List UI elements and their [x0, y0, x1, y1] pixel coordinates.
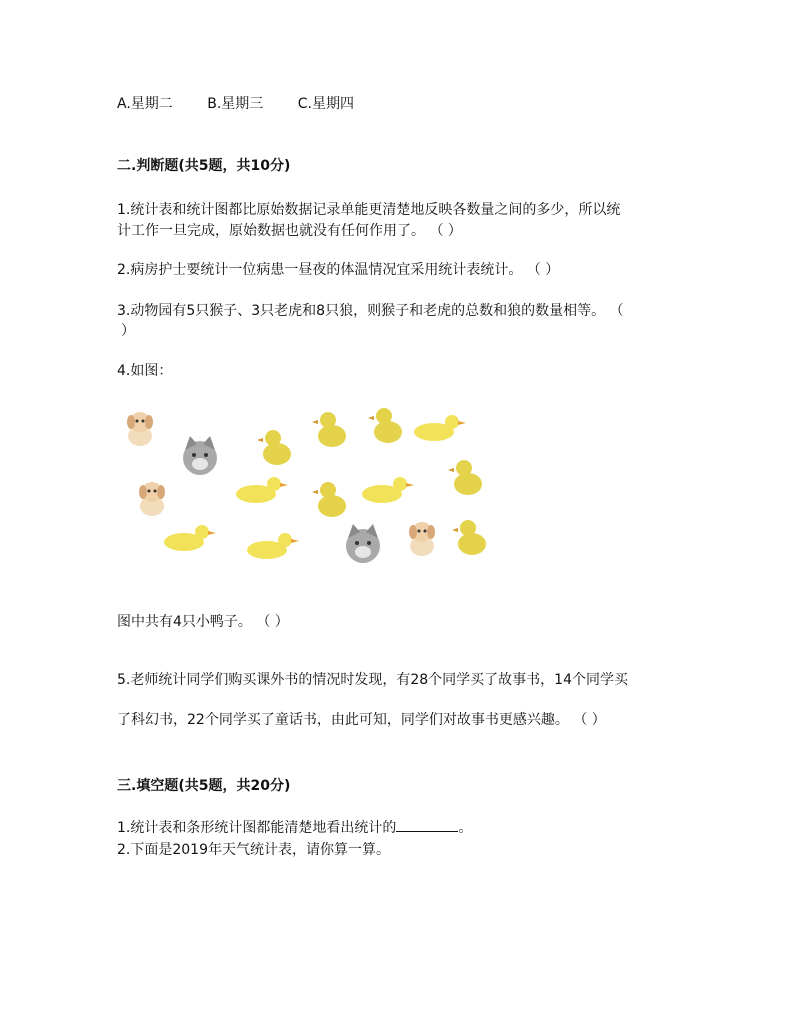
option-a: A.星期二 — [117, 96, 173, 112]
q1-line1: 1.统计表和统计图都比原始数据记录单能更清楚地反映各数量之间的多少，所以统 — [117, 202, 621, 218]
q4-statement: 图中共有4只小鸭子。 （ ） — [117, 614, 289, 630]
chick-1 — [257, 430, 291, 465]
duckling-4 — [164, 525, 216, 551]
kitten-1 — [183, 436, 217, 475]
duckling-5 — [247, 533, 299, 559]
fill-q1 — [117, 817, 472, 838]
q5-line1: 5.老师统计同学们购买课外书的情况时发现，有28个同学买了故事书，14个同学买 — [117, 672, 628, 688]
q1-line2: 计工作一旦完成，原始数据也就没有任何作用了。 （ ） — [117, 223, 462, 239]
kitten-2 — [346, 524, 380, 563]
answer-blank[interactable] — [396, 817, 458, 832]
section-heading-fill: 三.填空题(共5题，共20分) — [117, 778, 291, 794]
chick-4 — [312, 482, 346, 517]
chick-6 — [452, 520, 486, 555]
duckling-2 — [236, 477, 288, 503]
puppy-2 — [139, 482, 165, 516]
animals-figure — [110, 398, 510, 578]
option-b: B.星期三 — [207, 96, 264, 112]
q4-label: 4.如图： — [117, 363, 173, 379]
chick-3 — [368, 408, 402, 443]
q5-line2: 了科幻书，22个同学买了童话书，由此可知，同学们对故事书更感兴趣。 （ ） — [117, 712, 606, 728]
section-heading-judgement: 二.判断题(共5题，共10分) — [117, 158, 291, 174]
chick-5 — [448, 460, 482, 495]
puppy-3 — [409, 522, 435, 556]
q3-line2: ） — [121, 323, 135, 339]
puppy-1 — [127, 412, 153, 446]
duckling-1 — [414, 415, 466, 441]
fill-q2: 2.下面是2019年天气统计表，请你算一算。 — [117, 842, 390, 858]
fill-q1-text: 1.统计表和条形统计图都能清楚地看出统计的 — [117, 820, 397, 836]
q2-text: 2.病房护士要统计一位病患一昼夜的体温情况宜采用统计表统计。 （ ） — [117, 262, 560, 278]
question-options — [117, 94, 384, 114]
chick-2 — [312, 412, 346, 447]
duckling-3 — [362, 477, 414, 503]
fill-q1-end: 。 — [458, 820, 473, 836]
option-c: C.星期四 — [297, 96, 354, 112]
q3-line1: 3.动物园有5只猴子、3只老虎和8只狼，则猴子和老虎的总数和狼的数量相等。 （ — [117, 303, 624, 319]
